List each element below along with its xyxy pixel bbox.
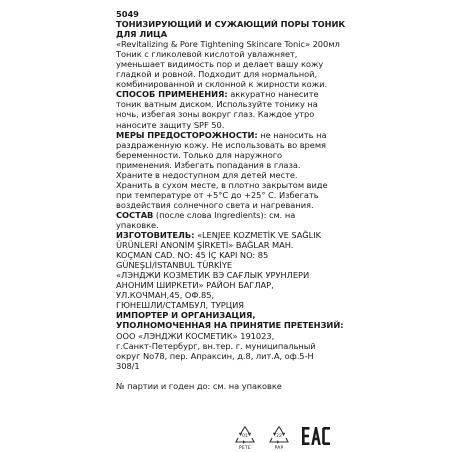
description-line: Тоник с гликолевой кислотой увлажняет, — [116, 49, 298, 60]
importer-line: округ No78, пер. Апраксин, д.8, лит.А, оф.5-Н — [116, 350, 314, 361]
product-code: 5049 — [116, 9, 139, 19]
eac-mark-icon — [301, 426, 331, 450]
manufacturer-line: УЛ.КОЧМАН,45, ОФ.85, — [116, 290, 215, 301]
product-subtitle — [116, 39, 436, 49]
recycle-pap-icon — [267, 424, 291, 450]
precautions-line: применения. Избегать попадания в глаза. — [116, 159, 301, 170]
manufacturer-section — [116, 230, 436, 240]
composition-heading: СОСТАВ — [116, 209, 154, 220]
manufacturer-heading: ИЗГОТОВИТЕЛЬ: — [116, 230, 195, 241]
precautions-heading: МЕРЫ ПРЕДОСТОРОЖНОСТИ: — [116, 129, 258, 140]
precautions-line: воздействия солнечного света и нагревания. — [116, 199, 314, 210]
manufacturer-line: GÜNEŞLİ/İSTANBUL TÜRKİYE — [116, 260, 233, 271]
description-line: уменьшает видимость пор и делает вашу кожу — [116, 59, 324, 70]
recycle-triangle-icon — [233, 424, 257, 446]
importer-line: г.Санкт-Петербург, вн.тер. г. муниципальный — [116, 340, 316, 351]
recycle-pete-icon — [233, 424, 257, 450]
manufacturer-line: ÜRÜNLERİ ANONİM ŞİRKETİ» BAĞLAR MAH. — [116, 240, 294, 251]
manufacturer-line: KOÇMAN CAD. NO: 45 İÇ KAPI NO: 85 — [116, 250, 269, 261]
manufacturer-text: «LENJEE KOZMETİK VE SAĞLIK — [194, 230, 322, 241]
recycle-number: 22 — [276, 434, 282, 440]
importer-heading: ИМПОРТЕР И ОРГАНИЗАЦИЯ, — [116, 310, 256, 321]
composition-section — [116, 210, 436, 220]
precautions-line: раздраженную кожу. Не использовать во время — [116, 139, 326, 150]
manufacturer-line: ГЮНЕШЛИ/СТАМБУЛ, ТУРЦИЯ — [116, 300, 244, 311]
recycle-number: 01 — [242, 434, 248, 440]
precautions-line: беременности. Только для наружного — [116, 149, 283, 160]
usage-line: наносите защиту SPF 50. — [116, 119, 225, 130]
precautions-line: Храните в недоступном для детей месте. — [116, 169, 298, 180]
batch-note: № партии и годен до: см. на упаковке — [116, 380, 282, 391]
usage-section — [116, 89, 436, 99]
product-name-latin: «Revitalizing & Pore Tightening Skincare Tonic» — [116, 39, 310, 50]
product-title-line-2: ДЛЯ ЛИЦА — [116, 29, 168, 40]
product-label — [116, 9, 436, 391]
usage-line: тоник ватным диском. Используйте тонику на — [116, 99, 318, 110]
importer-line: 308/1 — [116, 360, 140, 371]
marking-icons — [233, 424, 343, 452]
importer-line: ООО «ЛЭНДЖИ КОСМЕТИК» 191023, — [116, 330, 275, 341]
manufacturer-line: «ЛЭНДЖИ КОЗМЕТИК ВЭ САҒЛЫК УРУНЛЕРИ — [116, 270, 310, 281]
usage-heading: СПОСОБ ПРИМЕНЕНИЯ: — [116, 89, 228, 100]
usage-text: аккуратно нанесите — [227, 89, 319, 100]
recycle-caption: PAP — [274, 446, 284, 451]
usage-line: ночь, избегая зоны вокруг глаз. Каждое утро — [116, 109, 315, 120]
precautions-section — [116, 130, 436, 140]
manufacturer-line: АНОНИМ ШИРКЕТИ» РАЙОН БАГЛАР, — [116, 280, 274, 291]
product-volume: 200мл — [309, 39, 340, 50]
spacer — [116, 371, 436, 381]
recycle-triangle-icon — [267, 424, 291, 446]
recycle-caption: PETE — [239, 446, 251, 451]
eac-logo-icon — [301, 426, 331, 446]
precautions-line: Хранить в сухом месте, в плотно закрытом виде — [116, 179, 328, 190]
precautions-line: при температуре от +5°С до +25° С. Избегать — [116, 189, 319, 200]
composition-text: (после слова Ingredients): см. на — [153, 209, 296, 220]
description-line: гладкой и ровной. Подходит для нормальной, — [116, 69, 318, 80]
description-line: комбинированной и склонной к жирности кожи. — [116, 79, 328, 90]
composition-line: упаковке. — [116, 219, 159, 230]
importer-heading: УПОЛНОМОЧЕННАЯ НА ПРИНЯТИЕ ПРЕТЕНЗИЙ: — [116, 320, 344, 331]
precautions-text: не наносить на — [257, 129, 327, 140]
product-title-line-1: ТОНИЗИРУЮЩИЙ И СУЖАЮЩИЙ ПОРЫ ТОНИК — [116, 19, 346, 30]
